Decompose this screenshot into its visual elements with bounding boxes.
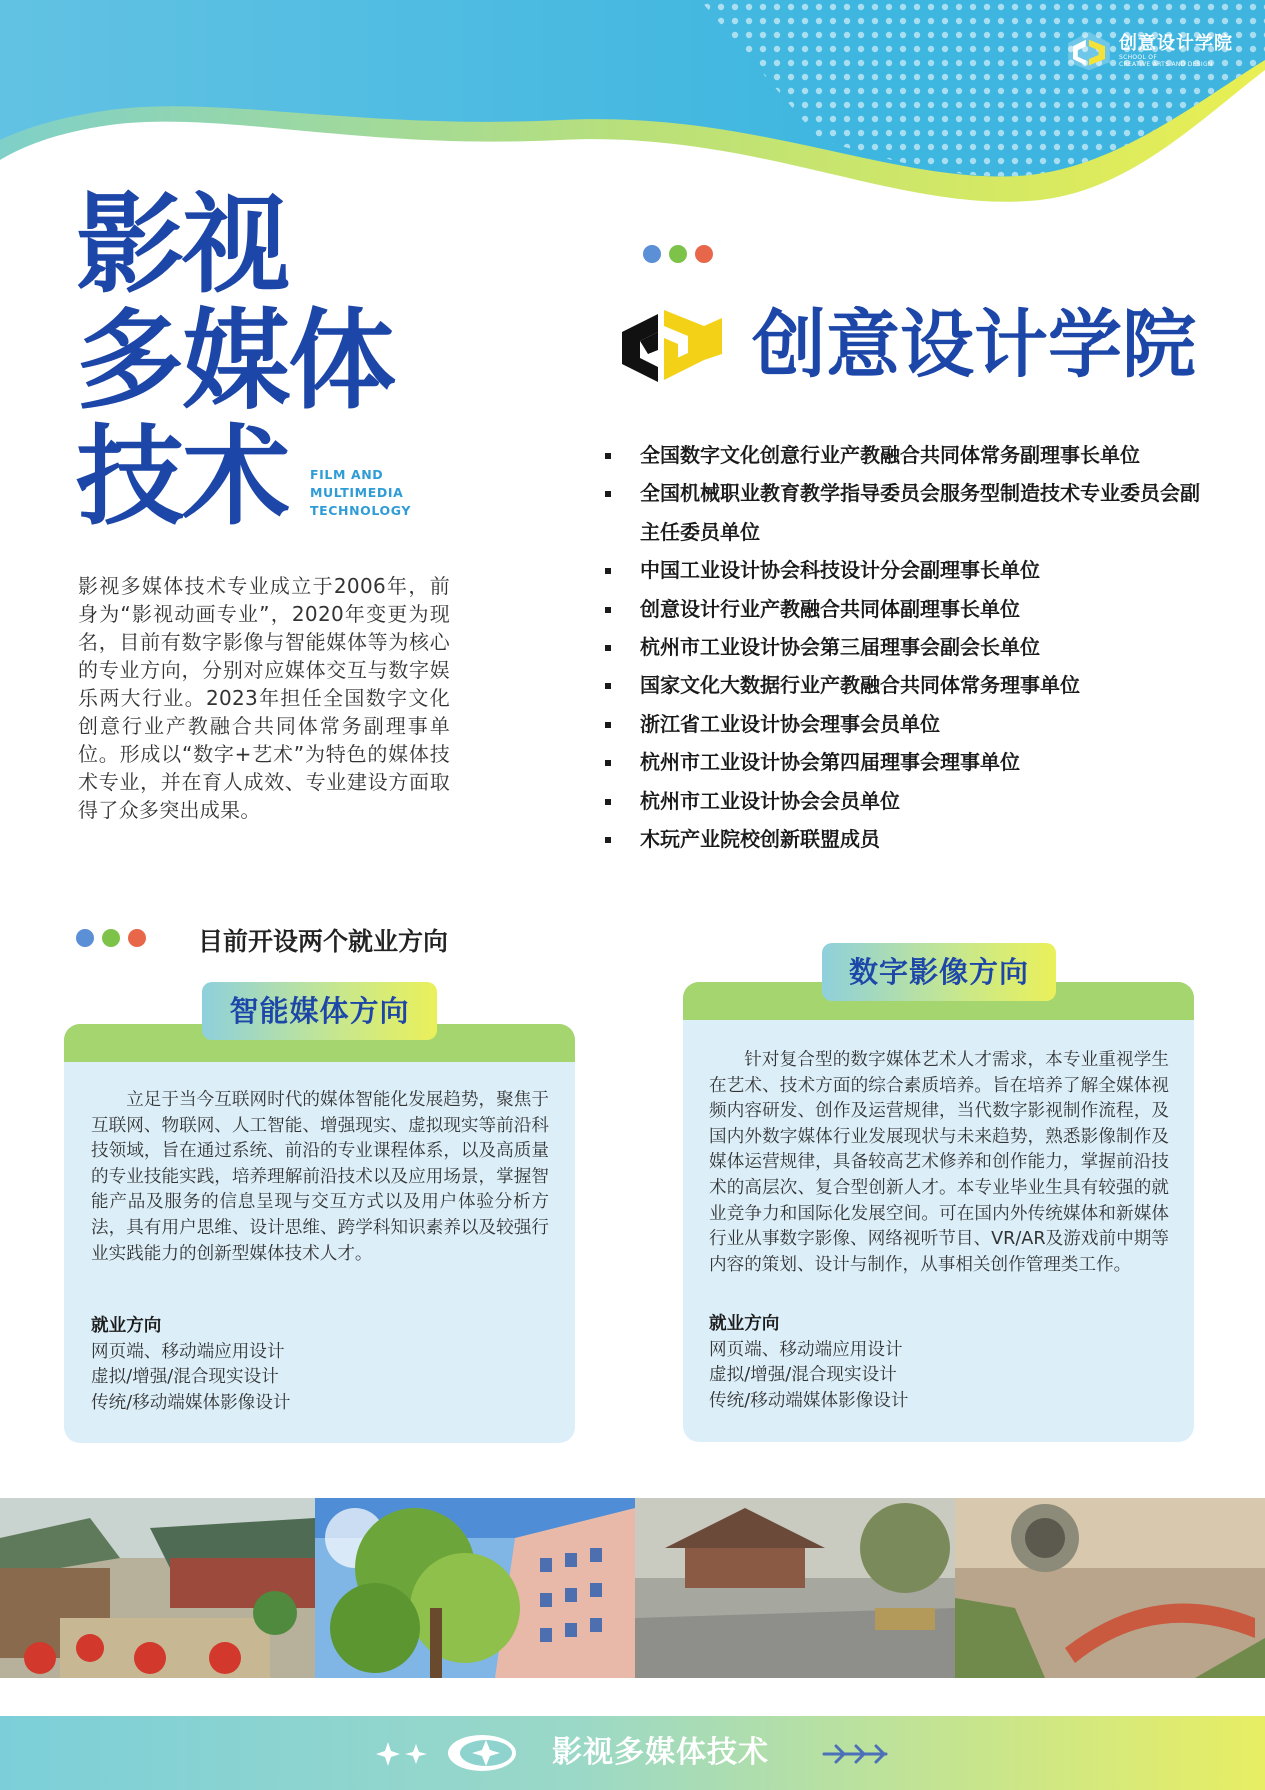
honors-list <box>600 436 1210 858</box>
scene-gallery <box>0 1498 1265 1678</box>
honor-item: 浙江省工业设计协会理事会员单位 <box>600 705 1210 743</box>
section-heading: 目前开设两个就业方向 <box>198 927 449 956</box>
job-item: 网页端、移动端应用设计 <box>91 1341 285 1362</box>
dot-blue <box>76 929 94 947</box>
decor-dots-top <box>643 245 713 263</box>
sparkle-icon <box>376 1740 446 1768</box>
major-title-en <box>310 466 411 520</box>
card-body <box>709 1048 1169 1278</box>
card-body-text: 针对复合型的数字媒体艺术人才需求，本专业重视学生在艺术、技术方面的综合素质培养。旨在培养了解全媒体视频内容研发、创作及运营规律，当代数字影视制作流程，及国内外数字媒体行业发展现状与未来趋势，熟悉影像制作及媒体运营规律，具备较高艺术修养和创作能力，掌握前沿技术的高层次、复合型创新人才。本专业毕业生具有较强的就业竞争力和国际化发展空间。可在国内外传统媒体和新媒体行业从事数字影像、网络视听节目、VR/AR及游戏前中期等内容的策划、设计与制作，从事相关创作管理类工作。 <box>709 1050 1169 1275</box>
dot-red <box>128 929 146 947</box>
card-jobs <box>91 1314 290 1416</box>
scene-image-tree-building <box>315 1498 635 1678</box>
arrows-right-icon <box>822 1742 894 1766</box>
major-title-line2: 多媒体 <box>76 299 395 424</box>
honor-item: 国家文化大数据行业产教融合共同体常务理事单位 <box>600 666 1210 704</box>
jobs-title: 就业方向 <box>91 1316 162 1336</box>
major-title-line1: 影视 <box>76 183 289 308</box>
job-item: 传统/移动端媒体影像设计 <box>91 1392 291 1413</box>
honor-item: 全国数字文化创意行业产教融合共同体常务副理事长单位 <box>600 436 1210 474</box>
header-logo <box>1065 30 1233 72</box>
card-body <box>91 1088 549 1267</box>
school-logo-icon <box>1065 30 1113 72</box>
honor-item: 木玩产业院校创新联盟成员 <box>600 820 1210 858</box>
footer-banner <box>0 1716 1265 1790</box>
honor-item: 全国机械职业教育教学指导委员会服务型制造技术专业委员会副主任委员单位 <box>600 474 1210 551</box>
card-digital-imaging <box>683 982 1194 1442</box>
scene-image-red-bridge <box>955 1498 1265 1678</box>
major-title-en-1: FILM AND <box>310 467 384 482</box>
major-title-en-3: TECHNOLOGY <box>310 503 411 518</box>
job-item: 虚拟/增强/混合现实设计 <box>709 1365 897 1386</box>
honor-item: 杭州市工业设计协会第三届理事会副会长单位 <box>600 628 1210 666</box>
footer-title: 影视多媒体技术 <box>552 1735 769 1770</box>
scene-image-temple-square <box>635 1498 955 1678</box>
dot-red <box>695 245 713 263</box>
card-title-digital-imaging: 数字影像方向 <box>822 943 1056 1001</box>
dot-blue <box>643 245 661 263</box>
job-item: 虚拟/增强/混合现实设计 <box>91 1367 279 1388</box>
ring-star-icon <box>440 1730 520 1776</box>
header-school-name: 创意设计学院 <box>1119 33 1233 54</box>
honor-item: 创意设计行业产教融合共同体副理事长单位 <box>600 590 1210 628</box>
honor-item: 杭州市工业设计协会会员单位 <box>600 782 1210 820</box>
jobs-title: 就业方向 <box>709 1314 780 1334</box>
card-smart-media <box>64 1024 575 1443</box>
decor-dots-section <box>76 929 146 947</box>
honor-item: 中国工业设计协会科技设计分会副理事长单位 <box>600 551 1210 589</box>
major-title-line3: 技术 <box>76 415 289 540</box>
major-intro: 影视多媒体技术专业成立于2006年，前身为“影视动画专业”，2020年变更为现名，目前有数字影像与智能媒体等为核心的专业方向，分别对应媒体交互与数字娱乐两大行业。2023年担任全国数字文化创意行业产教融合共同体常务副理事单位。形成以“数字+艺术”为特色的媒体技术专业，并在育人成效、专业建设方面取得了众多突出成果。 <box>78 574 450 822</box>
card-jobs <box>709 1312 908 1414</box>
dot-green <box>102 929 120 947</box>
dot-green <box>669 245 687 263</box>
scene-image-ancient-street <box>0 1498 315 1678</box>
honor-item: 杭州市工业设计协会第四届理事会理事单位 <box>600 743 1210 781</box>
header-school-en-2: CREATIVE ARTS AND DESIGN <box>1119 61 1213 68</box>
job-item: 传统/移动端媒体影像设计 <box>709 1390 909 1411</box>
header-school-en-1: SCHOOL OF <box>1119 54 1158 61</box>
major-title-en-2: MULTIMEDIA <box>310 485 404 500</box>
school-logo-large-icon <box>618 298 726 392</box>
card-title-smart-media: 智能媒体方向 <box>202 982 437 1040</box>
card-body-text: 立足于当今互联网时代的媒体智能化发展趋势，聚焦于互联网、物联网、人工智能、增强现实、虚拟现实等前沿科技领域，旨在通过系统、前沿的专业课程体系，以及高质量的专业技能实践，培养理解前沿技术以及应用场景，掌握智能产品及服务的信息呈现与交互方式以及用户体验分析方法，具有用户思维、设计思维、跨学科知识素养以及较强行业实践能力的创新型媒体技术人才。 <box>91 1090 549 1264</box>
job-item: 网页端、移动端应用设计 <box>709 1339 903 1360</box>
school-name: 创意设计学院 <box>752 302 1196 388</box>
